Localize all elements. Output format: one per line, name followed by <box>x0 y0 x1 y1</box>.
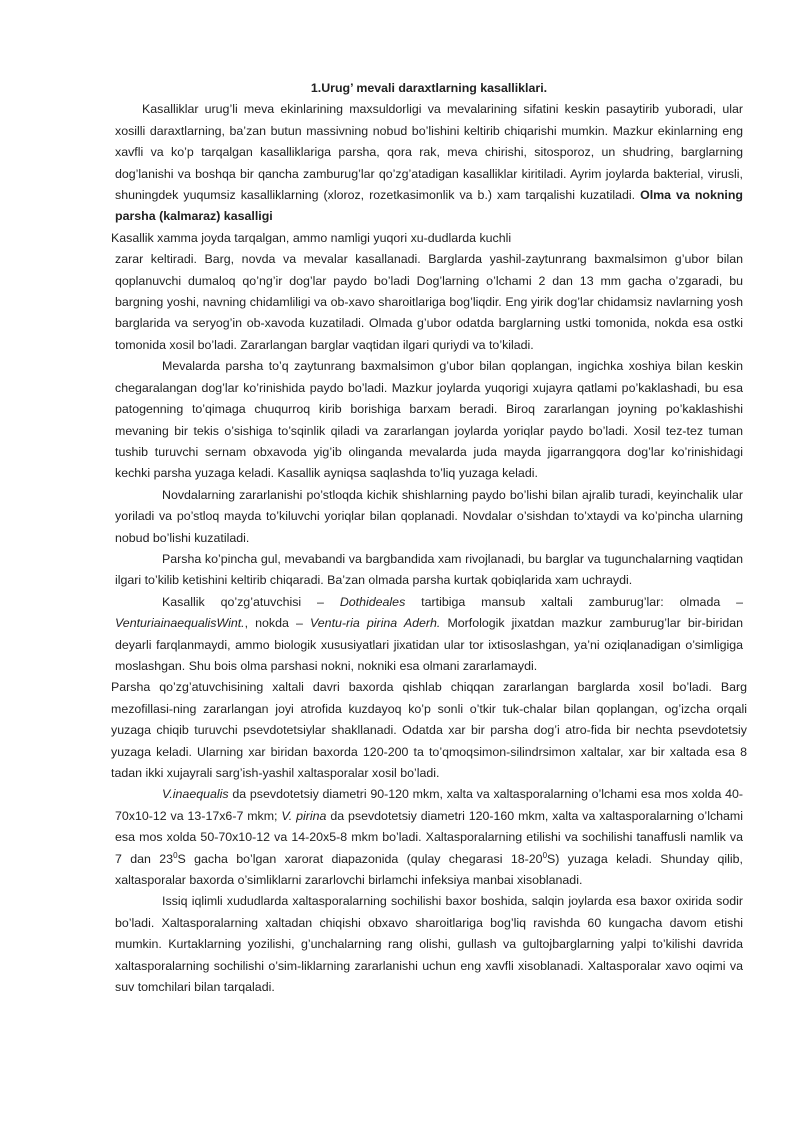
measurements-text-f: S) yuzaga keladi. Shunday qilib, xaltasporalar baxorda o’simliklarni zararlovchi birlamchi infeksiya manbai xisoblanadi. <box>115 851 744 888</box>
measurements-text-b: da psevdotetsiy diametri 90-120 mkm, xalta va xaltasporalarning o’lchami esa mos xolda 40-70x10-12 va 13-17x6-7 mkm; <box>115 787 743 823</box>
pathogen-text-a: Kasallik qo’zg’atuvchisi – <box>162 594 324 609</box>
paragraph-intro-text: Kasalliklar urug’li meva ekinlarining maxsuldorligi va mevalarining sifatini keskin pasaytirib yuboradi, ular xosilli daraxtlarning, ba’zan butun massivning nobud bo’lishini keltirib chiqarishi mumkin. Mazkur ekinlarning eng xavfli va ko’p tarqalgan kasalliklariga parsha, qora rak, meva chirishi, sitosporoz, un shudring, barglarning dog’lanishi va boshqa bir qancha zamburug’lar qo’zg’atadigan kasalliklar kiritiladi. Ayrim joylarda bakterial, virusli, shuningdek yuqumsiz kasalliklarning (xloroz, rozetkasimonlik va b.) xam tarqalishi kuzatiladi. <box>115 102 743 203</box>
paragraph-pathogen <box>115 592 743 678</box>
paragraph-symptoms-leaves: zarar keltiradi. Barg, novda va mevalar kasallanadi. Barglarda yashil-zaytunrang baxmalsimon g’ubor bilan qoplanuvchi dumaloq qo’ng’ir dog’lar paydo bo’ladi Dog’larning o’lchami 2 dan 13 mm gacha o’zgaradi, bu bargning yoshi, navning chidamliligi va ob-xavo sharoitlariga bog’liqdir. Eng yirik dog’lar chidamsiz navlarning yosh barglarida va seryog’in ob-xavoda kuzatiladi. Olmada g’ubor odatda barglarning ustki tomonida, nokda esa ostki tomonida xosil bo’ladi. Zararlangan barglar vaqtidan ilgari quriydi va to’kiladi. <box>115 252 743 352</box>
species-inaequalis: V.inaequalis <box>162 787 229 802</box>
measurements-text-d: da psevdotetsiy diametri 120-160 mkm, xalta va xaltasporalarning o’lchami esa mos xolda 50-70x10-12 va 14-20x5-8 mkm bo’ladi. Xaltasporalarning etilishi va sochilishi tanaffusli namlik va 7 dan 23 <box>115 808 743 866</box>
subsection-heading: Olma va nokning parsha (kalmaraz) kasalligi <box>115 188 743 224</box>
paragraph-symptoms-fruits: Mevalarda parsha to’q zaytunrang baxmalsimon g’ubor bilan qoplangan, ingichka xoshiya bilan keskin chegaralangan dog’lar ko’rinishida paydo bo’ladi. Mazkur joylarda yuqorigi xujayra qatlami po’kaklashadi, bu esa patogenning to’qimaga chuqurroq kirib borishiga barxam beradi. Biroq zararlangan joyning po’kaklashishi mevaning bir tekis o’sishiga to’sqinlik qiladi va zararlangan joylarda yoriqlar paydo bo’ladi. Xosil tez-tez tuman tushib turuvchi sernam obxavoda yig’ib olinganda mevalarda juda mayda jigarrangqora dog’lar ko’rinishidagi kechki parsha yuzaga keladi. Kasallik ayniqsa saqlashda to’liq yuzaga keladi. <box>115 359 743 481</box>
section-title: 1.Urug’ mevali daraxtlarning kasalliklari. <box>310 81 548 95</box>
paragraph-measurements <box>115 784 743 891</box>
pathogen-text-c: tartibiga mansub xaltali zamburug’lar: olmada – <box>421 594 743 609</box>
pathogen-text-e: , nokda – <box>244 616 303 631</box>
paragraph-intro <box>115 99 743 227</box>
pathogen-apple-species: VenturiainaequalisWint. <box>115 616 245 631</box>
paragraph-symptoms-shoots: Novdalarning zararlanishi po’stloqda kichik shishlarning paydo bo’lishi bilan ajralib turadi, keyinchalik ular yoriladi va po’stloq mayda to’kiluvchi yoriqlar bilan qoplanadi. Novdalar o’sishdan to’xtaydi va ko’pincha ularning nobud bo’lishi kuzatiladi. <box>115 487 743 545</box>
degree-sup-1: 0 <box>173 850 178 860</box>
species-pirina: V. pirina <box>281 808 327 823</box>
paragraph-sexual-stage: Parsha qo’zg’atuvchisining xaltali davri baxorda qishlab chiqqan zararlangan barglarda xosil bo’ladi. Barg mezofillasi-ning zararlangan joyi atrofida kuzdayoq ko’p sonli o’tkir tuk-chalar bilan qoplangan, og’izcha orqali yuzaga chiqib turuvchi psevdotetsiylar shakllanadi. Odatda xar bir parsha dog’i atro-fida bir nechta psevdotetsiy yuzaga keladi. Ularning xar biridan baxorda 120-200 ta to’qmoqsimon-silindrsimon xaltalar, xar bir xaltada esa 8 tadan ikki xujayrali sarg’ish-yashil xaltasporalar xosil bo’ladi. <box>111 680 747 780</box>
pathogen-pear-species: Ventu-ria pirina Aderh. <box>309 616 441 631</box>
paragraph-spread: Kasallik xamma joyda tarqalgan, ammo namligi yuqori xu-dudlarda kuchli <box>111 230 512 245</box>
paragraph-flowers: Parsha ko’pincha gul, mevabandi va bargbandida xam rivojlanadi, bu barglar va tugunchalarning vaqtidan ilgari to’kilib ketishini keltirib chiqaradi. Ba’zan olmada parsha kurtak qobiqlarida xam uchraydi. <box>115 551 743 588</box>
measurements-text-e: S gacha bo’lgan xarorat diapazonida (qulay chegarasi 18-20 <box>177 851 543 866</box>
paragraph-ascospore-dispersal: Issiq iqlimli xududlarda xaltasporalarning sochilishi baxor boshida, salqin joylarda esa baxor oxirida sodir bo’ladi. Xaltasporalarning xaltadan chiqishi obxavo sharoitlariga bog’liq ravishda 60 kungacha davom etishi mumkin. Kurtaklarning yozilishi, g’unchalarning rang olishi, gullash va gultojbarglarning yalpi to’kilishi davrida xaltasporalarning sochilishi o’sim-liklarning zararlanishi uchun eng xavfli xisoblanadi. Xaltasporalar xavo oqimi va suv tomchilari bilan tarqaladi. <box>115 894 743 995</box>
pathogen-text-g: Morfologik jixatdan mazkur zamburug’lar bir-biridan deyarli farqlanmaydi, ammo biologik xususiyatlari jixatidan ular tor ixtisoslashgan, ya’ni oziqlanadigan o’simligiga moslashgan. Shu bois olma parshasi nokni, nokniki esa olmani zararlamaydi. <box>115 616 743 673</box>
pathogen-order: Dothideales <box>339 594 406 609</box>
degree-sup-2: 0 <box>542 850 548 860</box>
document-page <box>111 78 747 998</box>
